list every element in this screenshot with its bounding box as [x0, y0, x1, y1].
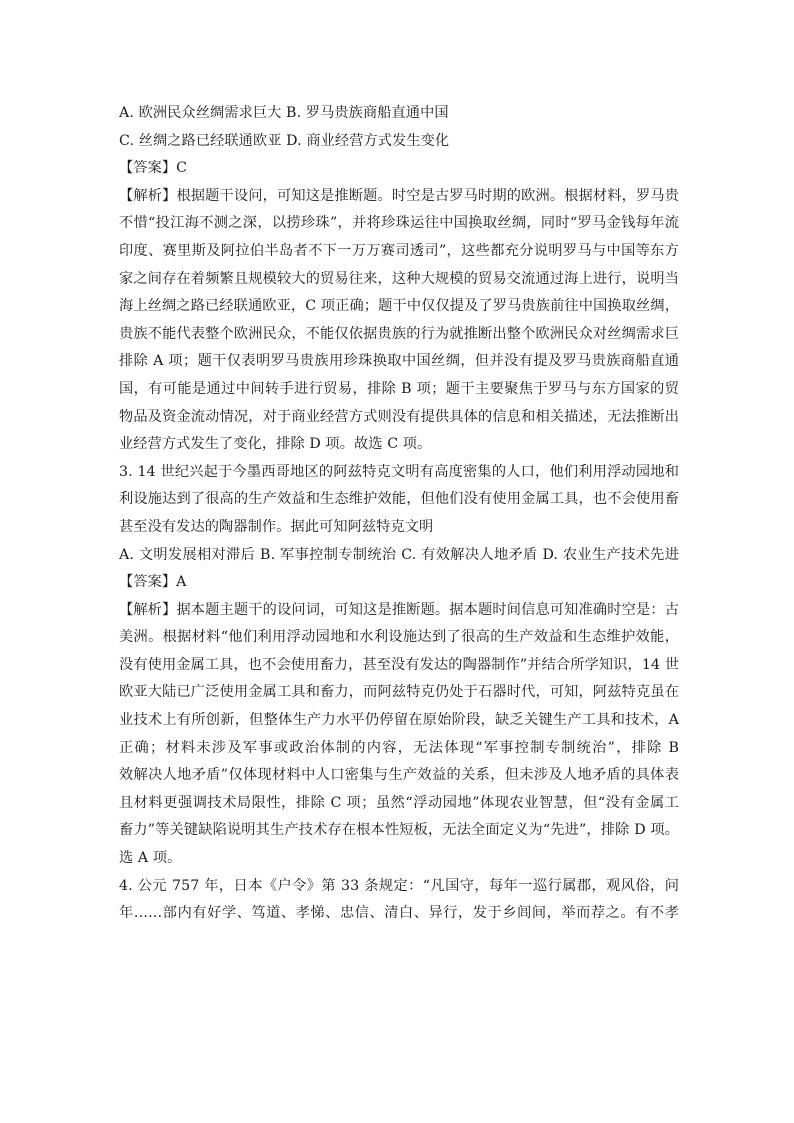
q3-analysis-line: 且材料更强调技术局限性，排除 C 项；虽然“浮动园地”体现农业智慧，但“没有金属工 [119, 794, 679, 811]
q3-analysis-line: 欧亚大陆已广泛使用金属工具和畜力，而阿兹特克仍处于石器时代，可知，阿兹特克虽在 [119, 684, 679, 701]
q3-analysis-line: 畜力”等关键缺陷说明其生产技术存在根本性短板，无法全面定义为“先进”，排除 D 项。 [119, 822, 679, 839]
q2-analysis-line: 业经营方式发生了变化，排除 D 项。故选 C 项。 [119, 436, 432, 453]
q2-options-line-2: C. 丝绸之路已经联通欧亚 D. 商业经营方式发生变化 [119, 132, 450, 149]
q3-analysis-line: 【解析】据本题主题干的设问词，可知这是推断题。据本题时间信息可知准确时空是：古 [119, 601, 679, 618]
q3-stem-line: 利设施达到了很高的生产效益和生态维护效能，但他们没有使用金属工具，也不会使用畜 [119, 491, 679, 508]
q3-analysis-line: 美洲。根据材料“他们利用浮动园地和水利设施达到了很高的生产效益和生态维护效能， [119, 629, 679, 646]
q2-analysis-line: 家之间存在着频繁且规模较大的贸易往来，这种大规模的贸易交流通过海上进行，说明当 [119, 270, 679, 287]
q4-stem-line: 4. 公元 757 年，日本《户令》第 33 条规定：“凡国守，每年一巡行属郡，观风俗，问 [119, 877, 679, 894]
q3-analysis-line: 选 A 项。 [119, 850, 182, 867]
q2-analysis-line: 【解析】根据题干设问，可知这是推断题。时空是古罗马时期的欧洲。根据材料，罗马贵 [119, 187, 679, 204]
q3-answer: 【答案】A [119, 574, 187, 591]
q2-analysis-line: 物品及资金流动情况，对于商业经营方式则没有提供具体的信息和相关描述，无法推断出 [119, 408, 679, 425]
q2-answer: 【答案】C [119, 160, 188, 177]
q3-analysis-line: 业技术上有所创新，但整体生产力水平仍停留在原始阶段，缺乏关键生产工具和技术，A [119, 712, 679, 729]
q2-analysis-line: 不惜“投江海不测之深，以捞珍珠”，并将珍珠运往中国换取丝绸，同时“罗马金钱每年流 [119, 215, 679, 232]
q3-analysis-line: 效解决人地矛盾”仅体现材料中人口密集与生产效益的关系，但未涉及人地矛盾的具体表 [119, 767, 679, 784]
q2-analysis-line: 海上丝绸之路已经联通欧亚，C 项正确；题干中仅仅提及了罗马贵族前往中国换取丝绸， [119, 298, 679, 315]
q4-stem-line: 年……部内有好学、笃道、孝悌、忠信、清白、异行，发于乡闾间，举而荐之。有不孝 [119, 905, 679, 922]
q2-analysis-line: 印度、赛里斯及阿拉伯半岛者不下一万万赛司透司”，这些都充分说明罗马与中国等东方 [119, 242, 679, 259]
q3-analysis-line: 没有使用金属工具，也不会使用畜力，甚至没有发达的陶器制作”并结合所学知识，14 世 [119, 656, 679, 673]
q2-analysis-line: 贵族不能代表整个欧洲民众，不能仅依据贵族的行为就推断出整个欧洲民众对丝绸需求巨 [119, 325, 679, 342]
q3-analysis-line: 正确；材料未涉及军事或政治体制的内容，无法体现“军事控制专制统治”，排除 B [119, 739, 679, 756]
q2-options-line-1: A. 欧洲民众丝绸需求巨大 B. 罗马贵族商船直通中国 [119, 105, 449, 121]
document-body [119, 100, 679, 928]
q3-stem-line: 甚至没有发达的陶器制作。据此可知阿兹特克文明 [119, 518, 434, 535]
q2-analysis-line: 排除 A 项；题干仅表明罗马贵族用珍珠换取中国丝绸，但并没有提及罗马贵族商船直通 [119, 353, 679, 370]
q2-analysis-line: 国，有可能是通过中间转手进行贸易，排除 B 项；题干主要聚焦于罗马与东方国家的贸 [119, 380, 679, 397]
q3-options-line: A. 文明发展相对滞后 B. 军事控制专制统治 C. 有效解决人地矛盾 D. 农业生产技术先进 [119, 546, 679, 563]
q3-stem-line: 3. 14 世纪兴起于今墨西哥地区的阿兹特克文明有高度密集的人口，他们利用浮动园地和 [119, 463, 679, 480]
